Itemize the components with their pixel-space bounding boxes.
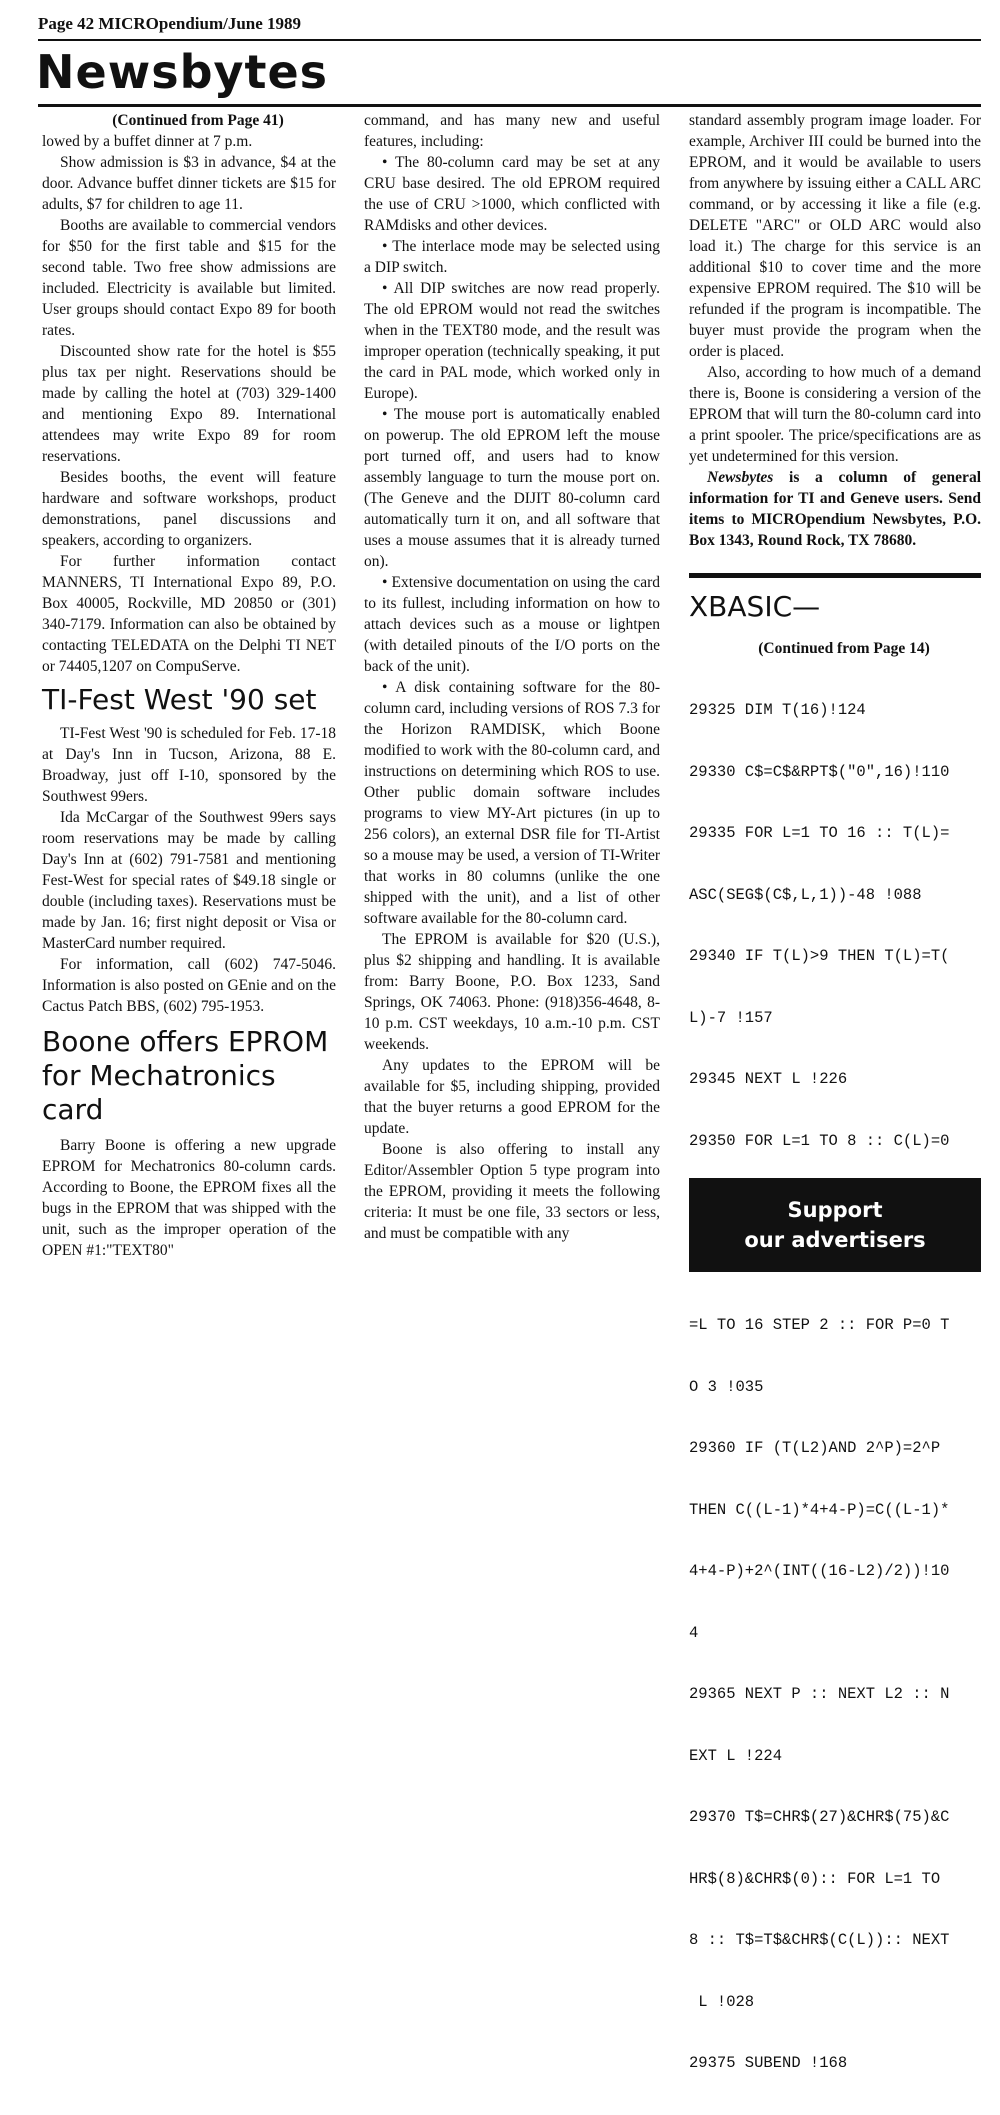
code-line: 29370 T$=CHR$(27)&CHR$(75)&C xyxy=(689,1808,950,1826)
column-note-text: is a column of general information for TI and Geneve users. Send items to MICROpendium Newsbytes, P.O. Box 1343, Round Rock, TX 78680. xyxy=(689,469,981,549)
code-line: 29340 IF T(L)>9 THEN T(L)=T( xyxy=(689,947,950,965)
column-3 xyxy=(689,110,981,2115)
paragraph: command, and has many new and useful features, including: xyxy=(364,112,660,150)
banner-line: our advertisers xyxy=(744,1228,926,1252)
code-line: 29365 NEXT P :: NEXT L2 :: N xyxy=(689,1685,950,1703)
bullet-item: • Extensive documentation on using the card to its fullest, including information on how to attach devices such as a mouse or lightpen (with detailed pinouts of the I/O ports on the back of the unit). xyxy=(364,574,660,675)
paragraph: standard assembly program image loader. For example, Archiver III could be burned into the EPROM, and it would be available to users from anywhere by issuing either a CALL ARC command, or by accessing it like a file (e.g. DELETE "ARC" or OLD ARC would also load it.) The charge for this service is an additional $10 to cover time and the more expensive EPROM required. The $10 will be refunded if the program is incompatible. The buyer must provide the program when the order is placed. xyxy=(689,112,981,360)
paragraph: lowed by a buffet dinner at 7 p.m. xyxy=(42,133,253,150)
top-rule xyxy=(38,39,981,41)
column-note-title: Newsbytes xyxy=(707,469,774,486)
banner-line: Support xyxy=(787,1198,883,1222)
paragraph: Show admission is $3 in advance, $4 at the door. Advance buffet dinner tickets are $15 for adults, $7 for children to age 11. xyxy=(42,154,336,213)
xbasic-headline: XBASIC— xyxy=(689,590,821,623)
column-1 xyxy=(42,110,336,1261)
column-2 xyxy=(364,110,660,1244)
paragraph: Booths are available to commercial vendors for $50 for the first table and $15 for the second table. Two free show admissions are included. Electricity is available but limited. User groups should contact Expo 89 for booth rates. xyxy=(42,217,336,339)
paragraph: Barry Boone is offering a new upgrade EPROM for Mechatronics 80-column cards. According to Boone, the EPROM fixes all the bugs in the EPROM that was shipped with the unit, such as the improper operation of the OPEN #1:"TEXT80" xyxy=(42,1137,336,1259)
code-line: L)-7 !157 xyxy=(689,1008,773,1027)
code-line: HR$(8)&CHR$(0):: FOR L=1 TO xyxy=(689,1869,941,1888)
code-line: 29345 NEXT L !226 xyxy=(689,1070,848,1088)
code-line: 4+4-P)+2^(INT((16-L2)/2))!10 xyxy=(689,1562,950,1580)
paragraph: TI-Fest West '90 is scheduled for Feb. 17-18 at Day's Inn in Tucson, Arizona, 88 E. Broadway, just off I-10, sponsored by the Southwest 99ers. xyxy=(42,725,336,805)
code-line: 8 :: T$=T$&CHR$(C(L)):: NEXT xyxy=(689,1931,950,1949)
section-masthead: Newsbytes xyxy=(36,45,329,99)
code-line: O 3 !035 xyxy=(689,1377,764,1396)
code-line: 4 xyxy=(689,1623,699,1642)
tifest-headline: TI-Fest West '90 set xyxy=(42,683,317,716)
paragraph: Any updates to the EPROM will be available for $5, including shipping, provided that the buyer returns a good EPROM for the update. xyxy=(364,1057,660,1137)
paragraph: Boone is also offering to install any Editor/Assembler Option 5 type program into the EPROM, providing it meets the following criteria: It must be one file, 33 sectors or less, and must be compatible with any xyxy=(364,1141,660,1242)
code-line: 29325 DIM T(16)!124 xyxy=(689,701,866,719)
boone-headline: Boone offers EPROM for Mechatronics card xyxy=(42,1025,329,1126)
page-folio: Page 42 MICROpendium/June 1989 xyxy=(38,14,302,33)
code-line: 29350 FOR L=1 TO 8 :: C(L)=0 xyxy=(689,1131,950,1150)
masthead-rule xyxy=(38,104,981,107)
code-line: 29330 C$=C$&RPT$("0",16)!110 xyxy=(689,762,950,781)
paragraph: Besides booths, the event will feature hardware and software workshops, product demonstrations, panel discussions and speakers, according to organizers. xyxy=(42,469,336,549)
code-line: L !028 xyxy=(689,1992,755,2011)
paragraph: Also, according to how much of a demand there is, Boone is considering a version of the EPROM that will turn the 80-column card into a print spooler. The price/specifications are as yet undetermined for this version. xyxy=(689,364,981,465)
code-line: ASC(SEG$(C$,L,1))-48 !088 xyxy=(689,885,922,904)
continued-note: (Continued from Page 14) xyxy=(758,640,930,657)
bullet-item: • All DIP switches are now read properly. The old EPROM would not read the switches when in the TEXT80 mode, and the result was improper operation (technically speaking, it put the card in PAL mode, which worked only in Europe). xyxy=(364,280,660,402)
code-line: 29375 SUBEND !168 xyxy=(689,2054,848,2072)
code-listing xyxy=(689,659,981,2115)
bullet-item: • The 80-column card may be set at any CRU base desired. The old EPROM required the use of CRU >1000, which conflicted with RAMdisks and other devices. xyxy=(364,154,660,234)
paragraph: Ida McCargar of the Southwest 99ers says room reservations may be made by calling Day's Inn at (602) 791-7581 and mentioning Fest-West for special rates of $49.18 single or double (including taxes). Reservations must be made by Jan. 16; first night deposit or Visa or MasterCard number required. xyxy=(42,809,336,952)
code-line: =L TO 16 STEP 2 :: FOR P=0 T xyxy=(689,1316,950,1334)
column-note xyxy=(689,467,981,551)
paragraph: Discounted show rate for the hotel is $55 plus tax per night. Reservations should be made by calling the hotel at (703) 329-1400 and mentioning Expo 89. International attendees may write Expo 89 for room reservations. xyxy=(42,343,336,465)
bullet-item: • A disk containing software for the 80-column card, including versions of ROS 7.3 for the Horizon RAMDISK, which Boone modified to work with the 80-column card, and instructions on determining which ROS to use. Other public domain software includes programs to view MY-Art pictures (in up to 256 colors), an external DSR file for TI-Artist so a mouse may be used, a version of TI-Writer that works in 80 columns (unlike the one shipped with the unit), and a list of other software available for the 80-column card. xyxy=(364,679,660,927)
bullet-item: • The interlace mode may be selected using a DIP switch. xyxy=(364,238,660,276)
code-line: 29360 IF (T(L2)AND 2^P)=2^P xyxy=(689,1439,941,1457)
paragraph: The EPROM is available for $20 (U.S.), plus $2 shipping and handling. It is available from: Barry Boone, P.O. Box 1233, Sand Springs, OK 74063. Phone: (918)356-4648, 8-10 p.m. CST weekdays, 10 a.m.-10 p.m. CST weekends. xyxy=(364,931,660,1053)
code-line: THEN C((L-1)*4+4-P)=C((L-1)* xyxy=(689,1500,950,1519)
continued-note: (Continued from Page 41) xyxy=(112,112,284,129)
code-line: 29335 FOR L=1 TO 16 :: T(L)= xyxy=(689,824,950,842)
section-divider xyxy=(689,573,981,578)
paragraph: For information, call (602) 747-5046. Information is also posted on GEnie and on the Cactus Patch BBS, (602) 795-1953. xyxy=(42,956,336,1015)
advertiser-banner xyxy=(689,1178,981,1272)
code-line: EXT L !224 xyxy=(689,1746,783,1765)
paragraph: For further information contact MANNERS, TI International Expo 89, P.O. Box 40005, Rockville, MD 20850 or (301) 340-7179. Information can also be obtained by contacting TELEDATA on the Delphi TI NET or 74405,1207 on CompuServe. xyxy=(42,553,336,675)
bullet-item: • The mouse port is automatically enabled on powerup. The old EPROM left the mouse port turned off, and users had to know assembly language to turn the mouse port on. (The Geneve and the DIJIT 80-column card automatically turn it on, and all software that uses a mouse assumes that it is already turned on). xyxy=(364,406,660,570)
